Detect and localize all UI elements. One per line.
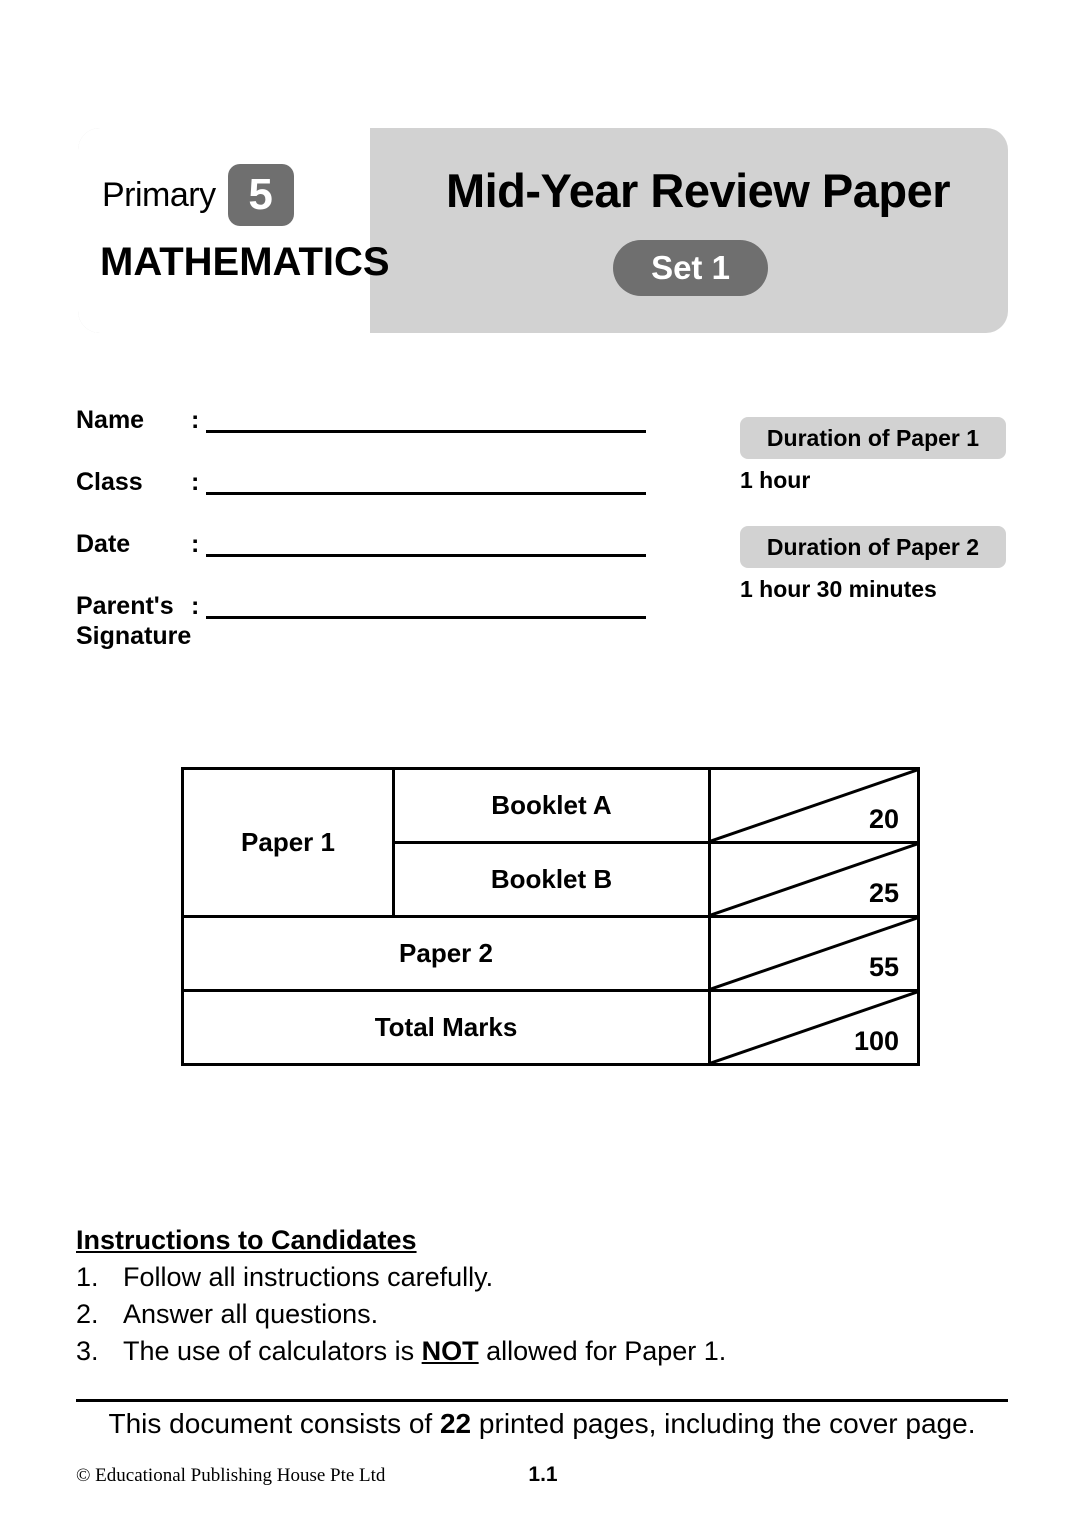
instructions-heading: Instructions to Candidates (76, 1225, 417, 1255)
copyright-text: © Educational Publishing House Pte Ltd (76, 1465, 386, 1486)
page-number: 1.1 (528, 1463, 558, 1486)
instruction-2-text: Answer all questions. (123, 1299, 379, 1329)
table-row (183, 769, 919, 843)
parent-signature-colon: : (191, 592, 200, 620)
booklet-b-label: Booklet B (394, 843, 710, 917)
booklet-a-total-marks: 20 (868, 804, 899, 834)
date-input[interactable] (206, 554, 646, 557)
field-row-parent-signature (76, 586, 656, 648)
name-colon: : (191, 406, 200, 434)
paper-1-group-label: Paper 1 (183, 769, 394, 917)
instruction-1-text: Follow all instructions carefully. (123, 1262, 494, 1292)
field-row-class (76, 462, 656, 524)
duration-paper-1-title: Duration of Paper 1 (740, 417, 1006, 459)
field-row-date (76, 524, 656, 586)
field-row-name (76, 400, 656, 462)
instruction-2-number: 2. (76, 1299, 99, 1329)
paper-2-label: Paper 2 (183, 917, 710, 991)
paper-2-total-marks: 55 (868, 952, 899, 982)
parent-signature-label: Parent's (76, 592, 174, 620)
list-item (76, 1262, 976, 1299)
instruction-3-text: The use of calculators is NOT allowed for Paper 1. (123, 1336, 727, 1366)
parent-signature-input[interactable] (206, 616, 646, 619)
name-label: Name (76, 406, 145, 434)
booklet-b-total-marks: 25 (868, 878, 899, 908)
primary-label: Primary (102, 175, 216, 214)
instruction-1-number: 1. (76, 1262, 99, 1292)
total-marks-label: Total Marks (183, 991, 710, 1065)
instructions-list (76, 1262, 976, 1373)
marks-table (181, 767, 920, 1066)
name-input[interactable] (206, 430, 646, 433)
booklet-a-score-cell[interactable] (710, 769, 919, 843)
booklet-b-score-cell[interactable] (710, 843, 919, 917)
date-colon: : (191, 530, 200, 558)
class-input[interactable] (206, 492, 646, 495)
total-marks-value: 100 (853, 1026, 899, 1056)
class-label: Class (76, 468, 143, 496)
date-label: Date (76, 530, 131, 558)
level-badge: 5 (228, 164, 294, 226)
list-item (76, 1336, 976, 1373)
duration-paper-2-value: 1 hour 30 minutes (740, 576, 937, 602)
printed-page-count: 22 (439, 1408, 472, 1439)
instruction-3-number: 3. (76, 1336, 99, 1366)
parent-signature-label-line2: Signature (76, 622, 192, 650)
footer-divider (76, 1399, 1008, 1402)
set-badge: Set 1 (613, 240, 768, 296)
table-row (183, 991, 919, 1065)
document-page-count-note: This document consists of 22 printed pages, including the cover page. (108, 1408, 976, 1439)
duration-paper-1-value: 1 hour (740, 467, 811, 493)
duration-paper-2-title: Duration of Paper 2 (740, 526, 1006, 568)
table-row (183, 917, 919, 991)
subject-label: MATHEMATICS (100, 240, 390, 284)
booklet-a-label: Booklet A (394, 769, 710, 843)
header-white-panel (78, 128, 370, 333)
header-banner (78, 128, 1008, 333)
duration-paper-2-block (740, 526, 1006, 603)
particulars-form (76, 400, 656, 648)
instruction-3-emphasis: NOT (421, 1336, 479, 1366)
page-title: Mid-Year Review Paper (445, 164, 951, 217)
list-item (76, 1299, 976, 1336)
paper-2-score-cell[interactable] (710, 917, 919, 991)
total-marks-score-cell[interactable] (710, 991, 919, 1065)
class-colon: : (191, 468, 200, 496)
duration-paper-1-block (740, 417, 1006, 494)
primary-level-group (102, 164, 294, 226)
